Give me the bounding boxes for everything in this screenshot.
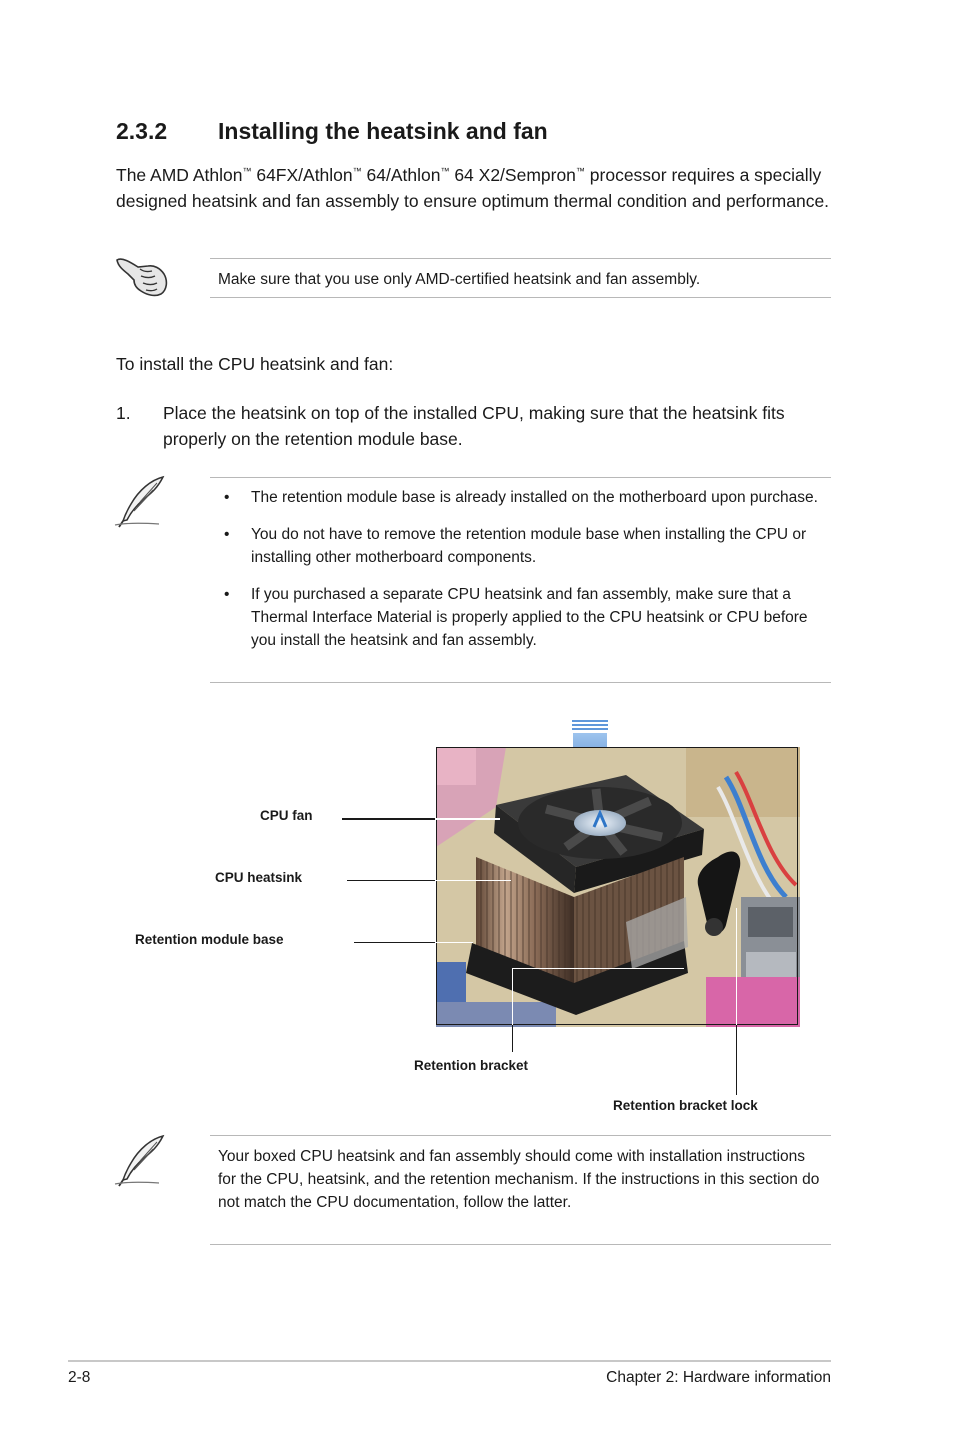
label-retention-bracket: Retention bracket <box>414 1058 529 1073</box>
callout-line-retention-module-base <box>354 942 435 943</box>
note2-bottom-rule <box>210 1244 831 1245</box>
quill-pen-icon <box>113 474 169 528</box>
step-text: Place the heatsink on top of the installed CPU, making sure that the heatsink fits properly on the retention module base. <box>163 403 785 449</box>
caution-bottom-rule <box>210 297 831 298</box>
list-item: • The retention module base is already installed on the motherboard upon purchase. <box>224 489 818 506</box>
callout-line-cpu-heatsink-inner <box>435 880 511 881</box>
section-number: 2.3.2 <box>116 118 168 144</box>
label-retention-module-base: Retention module base <box>135 932 284 947</box>
callout-line-cpu-fan <box>342 818 435 820</box>
caution-text: Make sure that you use only AMD-certified heatsink and fan assembly. <box>218 271 701 288</box>
callout-line-retention-bracket-lock-inner <box>736 908 737 1025</box>
footer-rule <box>68 1360 831 1362</box>
procedure-lead: To install the CPU heatsink and fan: <box>116 354 394 374</box>
procedure-step <box>116 400 836 452</box>
callout-line-retention-bracket-top <box>512 968 684 969</box>
intro-paragraph: The AMD Athlon™ 64FX/Athlon™ 64/Athlon™ 64 X2/Sempron™ processor requires a specially designed heatsink and fan assembly to ensure optimum thermal condition and performance. <box>116 165 830 211</box>
callout-line-retention-bracket-inner <box>512 968 513 1025</box>
section-title: Installing the heatsink and fan <box>218 118 548 144</box>
chapter-title: Chapter 2: Hardware information <box>606 1369 831 1386</box>
section-heading <box>116 118 548 145</box>
callout-line-retention-module-base-inner <box>435 942 473 943</box>
step-number: 1. <box>116 403 131 423</box>
list-item: • You do not have to remove the retention module base when installing the CPU or installing other motherboard components. <box>224 526 807 566</box>
callout-line-cpu-heatsink <box>347 880 435 881</box>
caution-top-rule <box>210 258 831 259</box>
callout-line-cpu-fan-inner <box>435 818 500 820</box>
callout-line-retention-bracket-lock <box>736 1025 737 1095</box>
note2-text: Your boxed CPU heatsink and fan assembly should come with installation instructions for the CPU, heatsink, and the retention mechanism. If the instructions in this section do not match the CPU documentation, follow the latter. <box>218 1148 820 1211</box>
photo-frame <box>436 747 798 1025</box>
note2-top-rule <box>210 1135 831 1136</box>
note1-bottom-rule <box>210 682 831 683</box>
page-number: 2-8 <box>68 1369 91 1386</box>
callout-line-retention-bracket <box>512 1025 513 1052</box>
label-retention-bracket-lock: Retention bracket lock <box>613 1098 758 1113</box>
label-cpu-heatsink: CPU heatsink <box>215 870 303 885</box>
note1-list <box>216 486 830 666</box>
quill-pen-icon <box>113 1133 169 1187</box>
list-item: • If you purchased a separate CPU heatsink and fan assembly, make sure that a Thermal Interface Material is properly applied to the CPU heatsink or CPU before you install the heatsink and fan assembly. <box>224 586 808 649</box>
note1-top-rule <box>210 477 831 478</box>
hand-pointer-icon <box>114 254 170 298</box>
label-cpu-fan: CPU fan <box>260 808 313 823</box>
